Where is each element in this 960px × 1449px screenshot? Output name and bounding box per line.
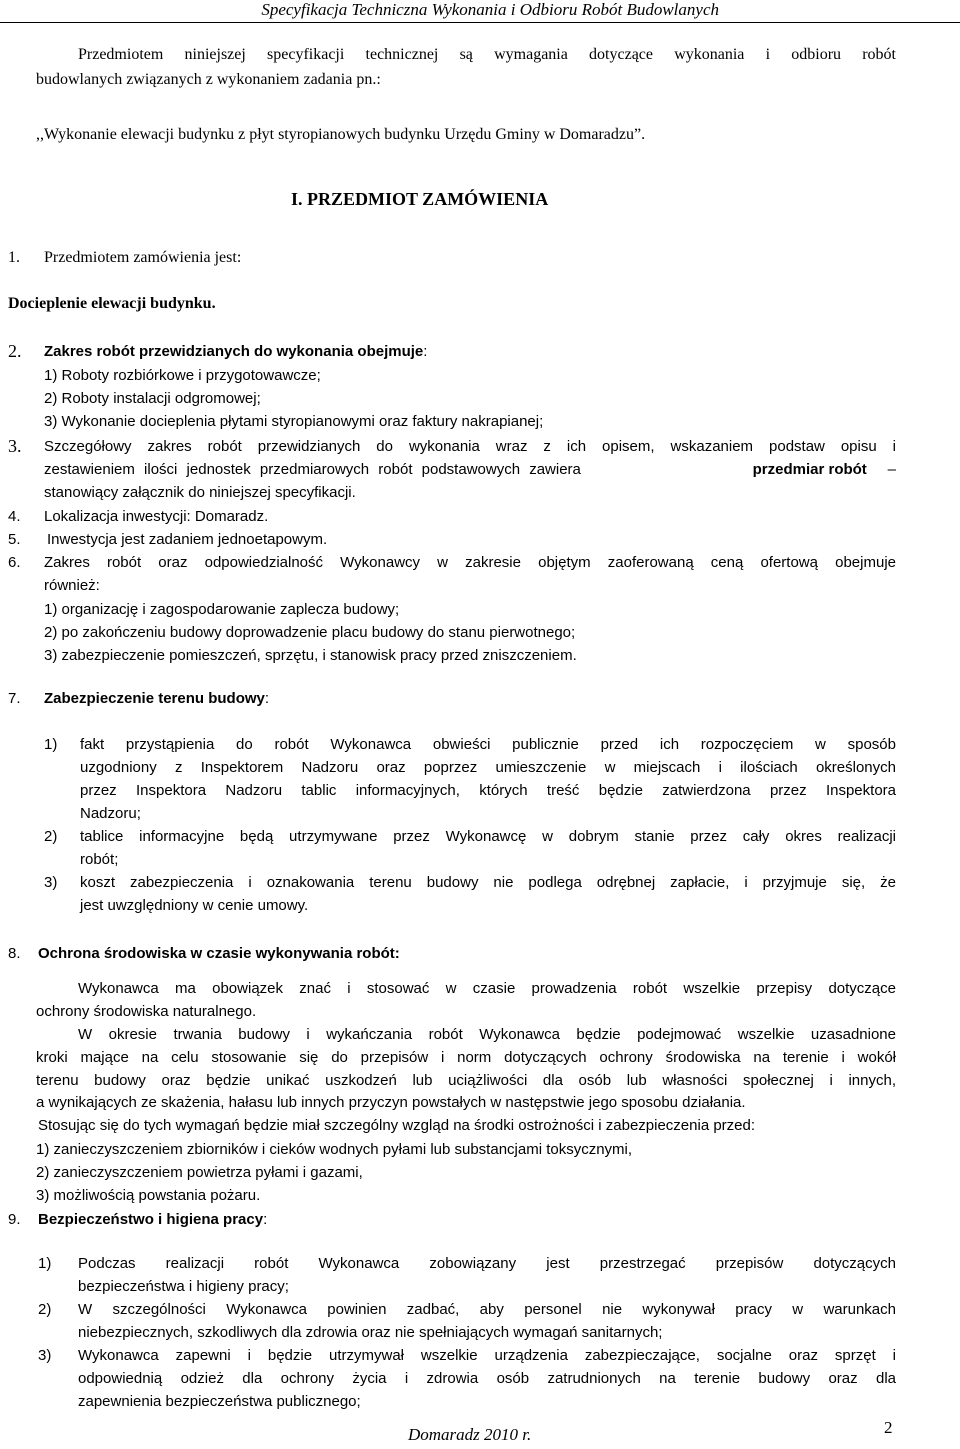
item-6-sub-2: 2) po zakończeniu budowy doprowadzenie placu budowy do stanu pierwotnego;: [44, 624, 576, 641]
item-7-number: 7.: [8, 690, 21, 707]
item-8-par-2-line-2: kroki mające na celu stosowanie się do przepisów i norm dotyczących ochrony środowiska na terenie i wokół: [36, 1049, 896, 1066]
item-7-sub-1-line-2: uzgodniony z Inspektorem Nadzoru oraz poprzez umieszczenie w miejscach i ilościach określonych: [80, 759, 896, 776]
item-8-par-2-line-3: terenu budowy oraz będzie unikać uszkodzeń lub uciążliwości dla osób lub własności społecznej i innych,: [36, 1072, 896, 1089]
item-8-sub-2: 2) zanieczyszczeniem powietrza pyłami i gazami,: [36, 1164, 363, 1181]
item-6-line-1: Zakres robót oraz odpowiedzialność Wykonawcy w zakresie objętym zaoferowaną ceną ofertową obejmuje: [44, 554, 896, 571]
item-3-przedmiar: przedmiar robót: [752, 461, 867, 478]
item-8-number: 8.: [8, 945, 21, 962]
item-9-number: 9.: [8, 1211, 21, 1228]
item-8-par-1-line-2: ochrony środowiska naturalnego.: [36, 1003, 257, 1020]
item-7-sub-3-line-2: jest uwzględniony w cenie umowy.: [80, 897, 309, 914]
item-7-sub-2-line-1: tablice informacyjne będą utrzymywane przez Wykonawcę w dobrym stanie przez cały okres realizacji: [80, 828, 896, 845]
header-rule: [0, 22, 960, 23]
item-9-title: Bezpieczeństwo i higiena pracy: [38, 1211, 264, 1228]
item-2-sub-3: 3) Wykonanie docieplenia płytami styropianowymi oraz faktury nakrapianej;: [44, 413, 544, 430]
item-1-subject: Docieplenie elewacji budynku.: [8, 295, 216, 312]
item-8-sub-3: 3) możliwością powstania pożaru.: [36, 1187, 261, 1204]
item-9-sub-2-number: 2): [38, 1301, 52, 1318]
footer-place-date: Domaradz 2010 r.: [408, 1425, 532, 1444]
item-7-heading: [44, 690, 269, 707]
item-9-sub-2-line-1: W szczególności Wykonawca powinien zadbać, aby personel nie wykonywał pracy w warunkach: [78, 1301, 896, 1318]
item-4-text: Lokalizacja inwestycji: Domaradz.: [44, 508, 269, 525]
section-title: I. PRZEDMIOT ZAMÓWIENIA: [291, 189, 549, 209]
item-9-sub-2-line-2: niebezpiecznych, szkodliwych dla zdrowia oraz nie spełniających wymagań sanitarnych;: [78, 1324, 663, 1341]
item-2-heading: [44, 343, 427, 360]
item-2-number: 2.: [8, 341, 22, 361]
item-7-sub-1-line-3: przez Inspektora Nadzoru tablic informacyjnych, których treść będzie zatwierdzona przez Inspektora: [80, 782, 896, 799]
item-4-number: 4.: [8, 508, 21, 525]
item-7-sub-1-line-1: fakt przystąpienia do robót Wykonawca obwieści publicznie przed ich rozpoczęciem w sposób: [80, 736, 896, 753]
item-5-number: 5.: [8, 531, 21, 548]
item-7-sub-1-line-4: Nadzoru;: [80, 805, 141, 822]
item-8-par-1-line-1: Wykonawca ma obowiązek znać i stosować w czasie prowadzenia robót wszelkie przepisy dotyczące: [78, 980, 896, 997]
page-number: 2: [884, 1418, 893, 1437]
item-2-sub-1: 1) Roboty rozbiórkowe i przygotowawcze;: [44, 367, 321, 384]
item-3-line-2: [44, 461, 896, 478]
item-7-sub-2-line-2: robót;: [80, 851, 119, 868]
item-6-line-2: również:: [44, 577, 100, 594]
item-1-number: 1.: [8, 249, 20, 266]
header-title: Specyfikacja Techniczna Wykonania i Odbioru Robót Budowlanych: [261, 0, 719, 19]
item-7-colon: :: [264, 690, 270, 707]
item-8-par-2-line-4: a wynikających ze skażenia, hałasu lub innych przyczyn powstałych w następstwie jego sposobu działania.: [36, 1094, 746, 1111]
item-2-colon: :: [423, 343, 428, 360]
item-9-sub-3-line-1: Wykonawca zapewni i będzie utrzymywał wszelkie urządzenia zabezpieczające, socjalne oraz sprzęt i: [78, 1347, 896, 1364]
item-5-text: Inwestycja jest zadaniem jednoetapowym.: [47, 531, 328, 548]
task-title: ,,Wykonanie elewacji budynku z płyt styropianowych budynku Urzędu Gminy w Domaradzu”.: [36, 126, 646, 143]
item-2-sub-2: 2) Roboty instalacji odgromowej;: [44, 390, 261, 407]
item-9-sub-3-line-3: zapewnienia bezpieczeństwa publicznego;: [78, 1393, 361, 1410]
item-8-par-3: Stosując się do tych wymagań będzie miał szczególny wzgląd na środki ostrożności i zabezpieczenia przed:: [38, 1117, 756, 1134]
item-3-line-2-text: zestawieniem ilości jednostek przedmiarowych robót podstawowych zawiera: [44, 461, 581, 478]
item-9-sub-1-line-2: bezpieczeństwa i higieny pracy;: [78, 1278, 289, 1295]
item-7-title: Zabezpieczenie terenu budowy: [44, 690, 265, 707]
item-9-sub-1-line-1: Podczas realizacji robót Wykonawca zobowiązany jest przestrzegać przepisów dotyczących: [78, 1255, 896, 1272]
item-9-colon: :: [263, 1211, 268, 1228]
item-6-sub-3: 3) zabezpieczenie pomieszczeń, sprzętu, i stanowisk pracy przed zniszczeniem.: [44, 647, 577, 664]
item-2-title: Zakres robót przewidzianych do wykonania obejmuje: [44, 343, 424, 360]
item-6-sub-1: 1) organizację i zagospodarowanie zaplecza budowy;: [44, 601, 400, 618]
item-9-sub-1-number: 1): [38, 1255, 52, 1272]
item-3-line-3: stanowiący załącznik do niniejszej specyfikacji.: [44, 484, 356, 501]
item-7-sub-3-line-1: koszt zabezpieczenia i oznakowania terenu budowy nie podlega odrębnej zapłacie, i przyjmuje się, że: [80, 874, 896, 891]
item-8-par-2-line-1: W okresie trwania budowy i wykańczania robót Wykonawca będzie podejmować wszelkie uzasadnione: [78, 1026, 896, 1043]
item-9-heading: [38, 1211, 267, 1228]
item-7-sub-2-number: 2): [44, 828, 58, 845]
item-9-sub-3-number: 3): [38, 1347, 52, 1364]
intro-line-2: budowlanych związanych z wykonaniem zadania pn.:: [36, 71, 381, 88]
item-7-sub-1-number: 1): [44, 736, 58, 753]
item-3-number: 3.: [8, 436, 22, 456]
item-7-sub-3-number: 3): [44, 874, 58, 891]
page-header: [0, 0, 960, 20]
item-3-line-1: Szczegółowy zakres robót przewidzianych do wykonania wraz z ich opisem, wskazaniem podstaw opisu i: [44, 438, 896, 455]
item-6-number: 6.: [8, 554, 21, 571]
item-1-text: Przedmiotem zamówienia jest:: [44, 249, 242, 266]
item-8-title: Ochrona środowiska w czasie wykonywania robót:: [38, 945, 400, 962]
item-9-sub-3-line-2: odpowiednią odzież dla ochrony życia i zdrowia osób zatrudnionych na terenie budowy oraz dla: [78, 1370, 896, 1387]
item-8-sub-1: 1) zanieczyszczeniem zbiorników i cieków wodnych pyłami lub substancjami toksycznymi,: [36, 1141, 633, 1158]
item-3-dash: –: [887, 461, 896, 478]
intro-line-1: Przedmiotem niniejszej specyfikacji technicznej są wymagania dotyczące wykonania i odbioru robót: [78, 46, 896, 63]
